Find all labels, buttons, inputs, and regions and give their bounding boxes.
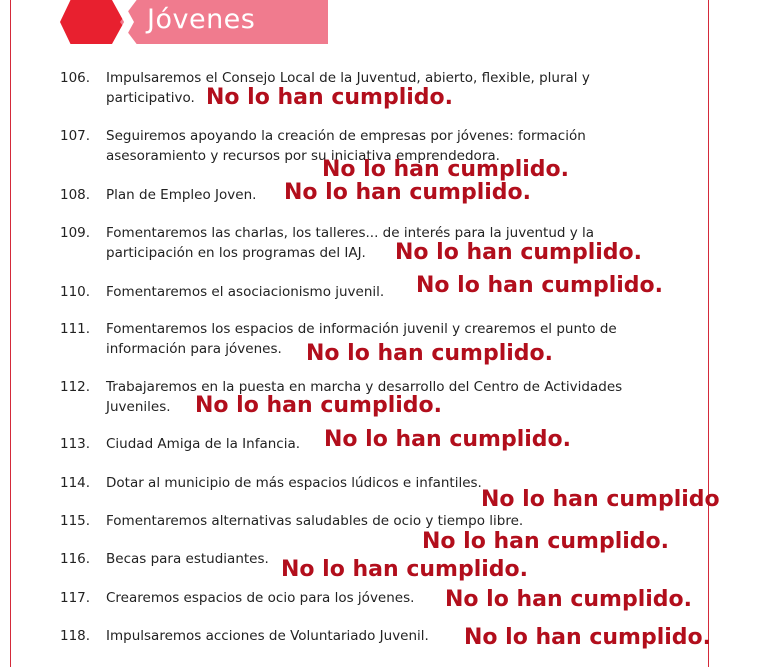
item-text: Seguiremos apoyando la creación de empresas por jóvenes: formación asesoramiento y recursos por su iniciativa emprendedora. [106, 128, 586, 164]
item-number: 106. [60, 70, 91, 86]
item-number: 111. [60, 321, 91, 337]
left-margin-line [10, 0, 11, 667]
status-stamp: No lo han cumplido. [322, 157, 570, 182]
status-stamp: No lo han cumplido [481, 487, 720, 512]
item-number: 118. [60, 628, 91, 644]
status-stamp: No lo han cumplido. [422, 529, 670, 554]
item-text: Trabajaremos en la puesta en marcha y desarrollo del Centro de Actividades Juveniles. [106, 379, 623, 415]
status-stamp: No lo han cumplido. [445, 587, 693, 612]
item-number: 108. [60, 187, 91, 203]
status-stamp: No lo han cumplido. [395, 240, 643, 265]
item-number: 107. [60, 128, 91, 144]
status-stamp: No lo han cumplido. [324, 427, 572, 452]
status-stamp: No lo han cumplido. [206, 85, 454, 110]
item-number: 114. [60, 475, 91, 491]
status-stamp: No lo han cumplido. [195, 393, 443, 418]
item-text: Ciudad Amiga de la Infancia. [106, 436, 301, 452]
status-stamp: No lo han cumplido. [464, 625, 712, 650]
item-text: Fomentaremos el asociacionismo juvenil. [106, 284, 385, 300]
item-number: 110. [60, 284, 91, 300]
item-text: Fomentaremos las charlas, los talleres... de interés para la juventud y la participación en los programas del IAJ. [106, 225, 595, 261]
item-number: 113. [60, 436, 91, 452]
item-text: Becas para estudiantes. [106, 551, 269, 567]
item-text: Fomentaremos los espacios de información juvenil y crearemos el punto de información para jóvenes. [106, 321, 617, 357]
item-text: Impulsaremos acciones de Voluntariado Juvenil. [106, 628, 429, 644]
item-number: 112. [60, 379, 91, 395]
status-stamp: No lo han cumplido. [284, 180, 532, 205]
item-number: 115. [60, 513, 91, 529]
item-text: Impulsaremos el Consejo Local de la Juventud, abierto, flexible, plural y participativo. [106, 70, 590, 106]
status-stamp: No lo han cumplido. [306, 341, 554, 366]
right-margin-line [708, 0, 709, 667]
section-title: Jóvenes [147, 4, 256, 35]
item-text: Plan de Empleo Joven. [106, 187, 257, 203]
item-number: 117. [60, 590, 91, 606]
item-number: 109. [60, 225, 91, 241]
item-number: 116. [60, 551, 91, 567]
item-text: Dotar al municipio de más espacios lúdicos e infantiles. [106, 475, 482, 491]
item-text: Crearemos espacios de ocio para los jóvenes. [106, 590, 415, 606]
status-stamp: No lo han cumplido. [281, 557, 529, 582]
item-text: Fomentaremos alternativas saludables de ocio y tiempo libre. [106, 513, 524, 529]
status-stamp: No lo han cumplido. [416, 273, 664, 298]
